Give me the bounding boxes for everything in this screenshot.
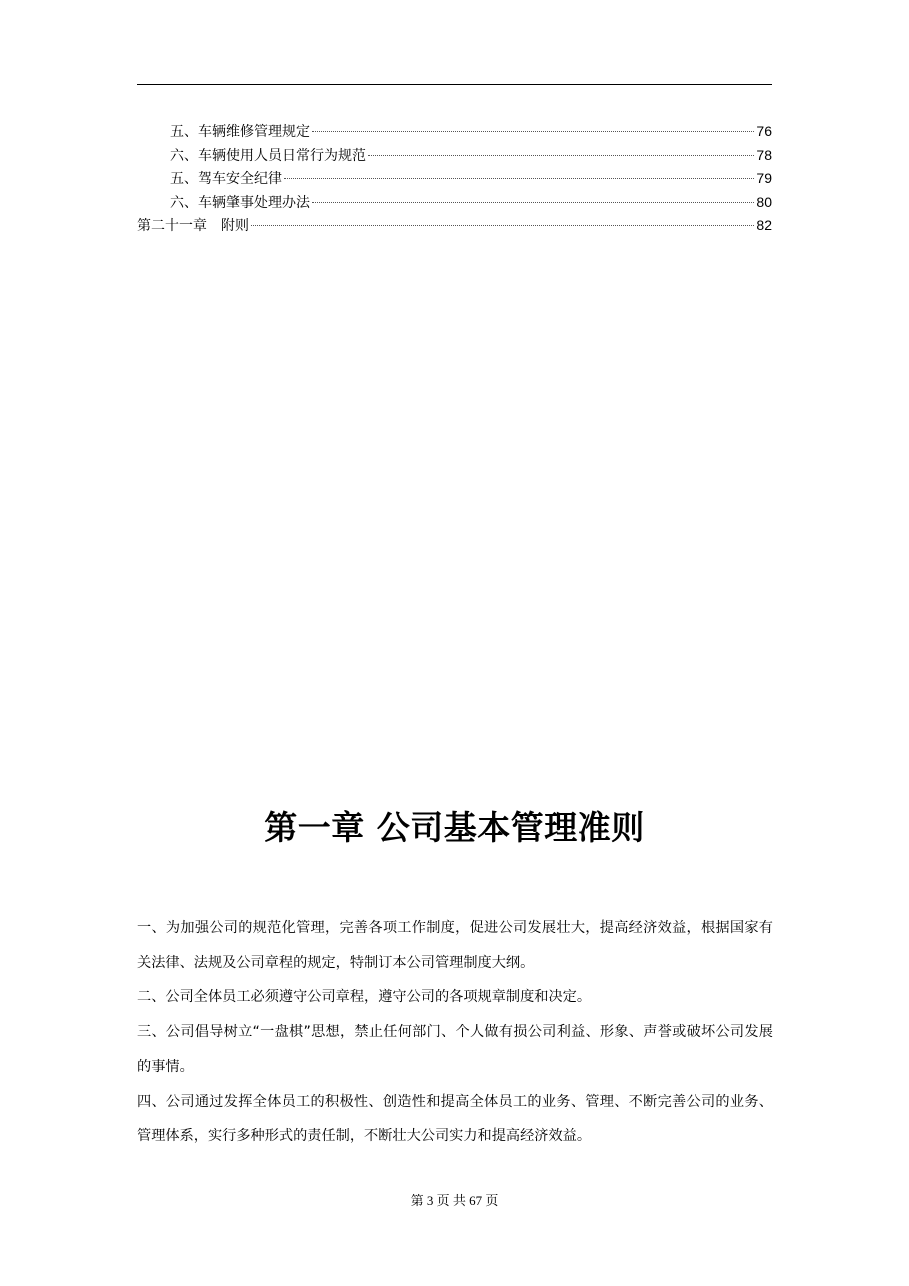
chapter-body [137, 911, 773, 1154]
toc-entry-page: 78 [756, 146, 772, 163]
page-footer: 第 3 页 共 67 页 [410, 1193, 499, 1208]
toc-entry[interactable] [137, 120, 772, 144]
toc-entry[interactable] [137, 144, 772, 168]
table-of-contents [137, 120, 772, 238]
paragraph: 四、公司通过发挥全体员工的积极性、创造性和提高全体员工的业务、管理、不断完善公司的业务、管理体系，实行多种形式的责任制，不断壮大公司实力和提高经济效益。 [137, 1093, 773, 1145]
toc-entry-title: 六、车辆肇事处理办法 [170, 194, 310, 211]
toc-entry[interactable] [137, 191, 772, 215]
toc-entry[interactable] [137, 214, 772, 238]
toc-entry-page: 79 [756, 170, 772, 187]
toc-dot-leader [368, 155, 754, 156]
paragraph: 一、为加强公司的规范化管理，完善各项工作制度，促进公司发展壮大，提高经济效益，根据国家有关法律、法规及公司章程的规定，特制订本公司管理制度大纲。 [137, 920, 773, 971]
toc-entry-title: 五、驾车安全纪律 [170, 171, 282, 188]
header-rule [137, 84, 772, 85]
chapter-title: 第一章 公司基本管理准则 [264, 808, 645, 848]
toc-dot-leader [251, 225, 754, 226]
toc-entry-title: 五、车辆维修管理规定 [170, 124, 310, 140]
toc-entry-page: 80 [756, 193, 772, 210]
toc-dot-leader [312, 131, 754, 132]
toc-entry-page: 82 [756, 217, 772, 234]
toc-entry-title: 第二十一章 附则 [137, 218, 249, 235]
toc-dot-leader [312, 202, 754, 203]
toc-entry-page: 76 [756, 123, 772, 139]
paragraph: 二、公司全体员工必须遵守公司章程，遵守公司的各项规章制度和决定。 [137, 989, 592, 1006]
paragraph: 三、公司倡导树立“一盘棋”思想，禁止任何部门、个人做有损公司利益、形象、声誉或破坏公司发展的事情。 [137, 1024, 773, 1075]
toc-dot-leader [284, 178, 754, 179]
toc-entry-title: 六、车辆使用人员日常行为规范 [170, 147, 366, 164]
toc-entry[interactable] [137, 167, 772, 191]
